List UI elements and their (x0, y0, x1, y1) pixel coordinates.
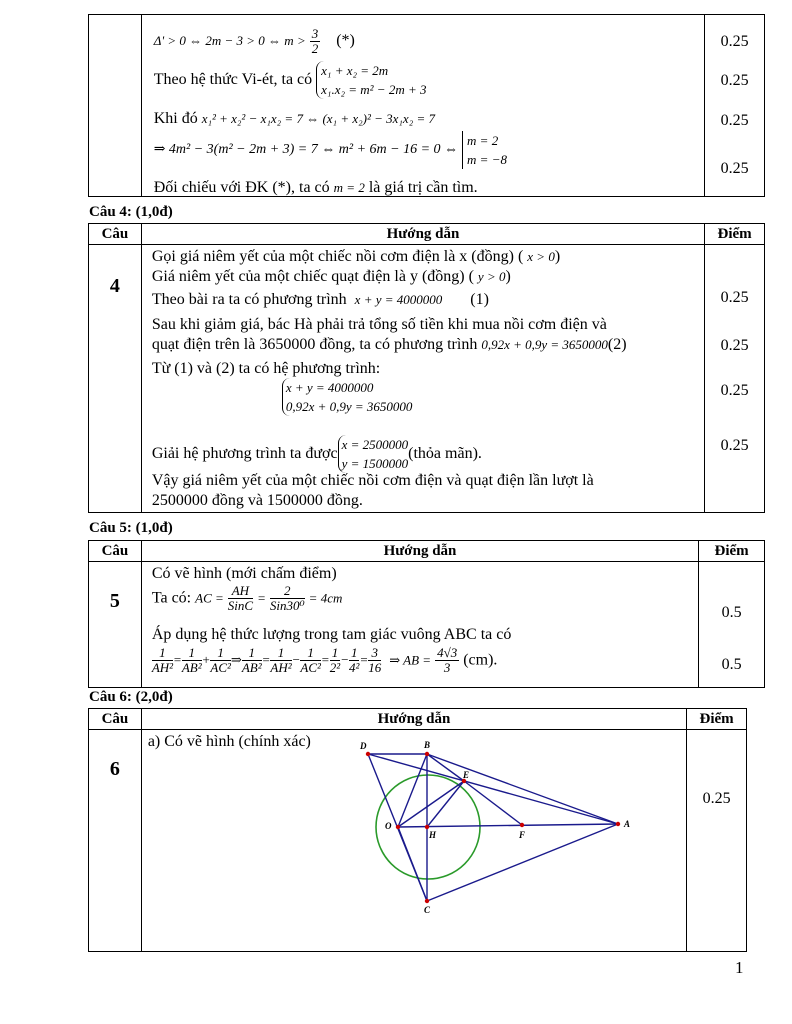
question-number: 4 (89, 245, 142, 513)
altitude-formula: $\frac{1}{\text{AH²}}$ = $\frac{1}{\text{AB²}}$ + $\frac{1}{\text{AC²}}$ ⇒ $\frac{1}{\text{AB²}}$ = $\frac{1}{\text{AH²}}$ − $\frac{1}{\text{AC²}}$ = $\frac{1}{\text{2²}}$ − $\frac{1}{\text{4²}}$ = $\frac{3}{16}$ ⇒ AB = $\frac{4√3}{3}$ (cm). (151, 645, 498, 675)
page-number: 1 (735, 958, 744, 977)
point-b (425, 752, 429, 756)
score-cell: 0.5 0.5 (699, 562, 765, 688)
point-a (616, 822, 620, 826)
line-oa (398, 824, 618, 827)
table-q4 (88, 223, 765, 513)
table-q6: Câu Hướng dẫn Điểm 6 a) Có vẽ hình (chính xác) D B E O H F A C 0.25 (88, 708, 747, 952)
delta-line: Δ' > 0 ⇔ 2m − 3 > 0 ⇔ m > $\frac{3}{2}$ (*) (153, 26, 355, 56)
table-q5: Câu Hướng dẫn Điểm 5 Có vẽ hình (mới chấm điểm) Ta có: AC = $\frac{AH}{\text{SinC}}$ = $\frac{2}{\text{Sin30⁰}}$ = 4cm Áp dụng hệ thức lượng trong tam giác vuông ABC ta có $\frac{1}{\text{AH²}}$ = $\frac{1}{\text{AB²}}$ + $\frac{1}{\text{AC²}}$ ⇒ $\frac{1}{\text{AB²}}$ = $\frac{1}{\text{AH²}}$ − $\frac{1}{\text{AC²}}$ = $\frac{1}{\text{2²}}$ − $\frac{1}{\text{4²}}$ = $\frac{3}{16}$ ⇒ AB = $\frac{4√3}{3}$ (cm). 0.5 0.5 (88, 540, 765, 688)
guide-cell: Có vẽ hình (mới chấm điểm) Ta có: AC = $\frac{AH}{\text{SinC}}$ = $\frac{2}{\text{Sin30⁰}}$ = 4cm Áp dụng hệ thức lượng trong tam giác vuông ABC ta có $\frac{1}{\text{AH²}}$ = $\frac{1}{\text{AB²}}$ + $\frac{1}{\text{AC²}}$ ⇒ $\frac{1}{\text{AB²}}$ = $\frac{1}{\text{AH²}}$ − $\frac{1}{\text{AC²}}$ = $\frac{1}{\text{2²}}$ − $\frac{1}{\text{4²}}$ = $\frac{3}{16}$ ⇒ AB = $\frac{4√3}{3}$ (cm). (141, 562, 698, 688)
label-b: B (423, 740, 430, 750)
geometry-figure (307, 740, 647, 940)
label-c: C (423, 905, 430, 915)
point-d (366, 752, 370, 756)
line-eo (398, 781, 464, 827)
conclusion-line: Đối chiếu với ĐK (*), ta có m = 2 là giá trị cần tìm. (153, 179, 478, 196)
label-f: F (518, 830, 525, 840)
line-eh (427, 781, 464, 827)
label-e: E (462, 770, 469, 780)
line-ba (427, 754, 618, 824)
q5-heading: Câu 5: (1,0đ) (89, 520, 173, 536)
line-da (368, 754, 618, 824)
label-d: D (359, 741, 367, 751)
label-h: H (428, 830, 436, 840)
question-number: 5 (89, 562, 142, 688)
khido-line: Khi đó x₁² + x₂² − x₁x₂ = 7 ⇔ (x₁ + x₂)² − 3x₁x₂ = 7 (153, 110, 435, 127)
score-cell: 0.25 0.25 0.25 0.25 (705, 245, 765, 513)
label-a: A (623, 819, 630, 829)
label-o: O (384, 821, 392, 831)
viet-line: Theo hệ thức Vi-ét, ta có x₁ + x₂ = 2m x₁.x₂ = m² − 2m + 3 (153, 63, 427, 97)
guide-cell (141, 15, 705, 197)
col-cau: Câu (89, 224, 142, 245)
question-number: 6 (89, 730, 142, 952)
table-q3-continued (88, 14, 765, 197)
equation-line: ⇒ 4m² − 3(m² − 2m + 3) = 7 ⇔ m² + 6m − 16 = 0 ⇔ m = 2 m = −8 (153, 133, 507, 167)
point-c (425, 899, 429, 903)
col-diem: Điểm (705, 224, 765, 245)
score-cell: 0.25 0.25 0.25 0.25 (705, 15, 765, 197)
guide-cell: Gọi giá niêm yết của một chiếc nồi cơm điện là x (đồng) ( x > 0) Giá niêm yết của một chiếc quạt điện là y (đồng) ( y > 0) Theo bài ra ta có phương trình x + y = 4000000 (1) Sau khi giảm giá, bác Hà phải trả tổng số tiền khi mua nồi cơm điện và quạt điện trên là 3650000 đồng, ta có phương trình 0,92x + 0,9y = 3650000(2) Từ (1) và (2) ta có hệ phương trình: x + y = 4000000 0,92x + 0,9y = 3650000 Giải hệ phương trình ta được x = 2500000 y = 1500000 (thỏa mãn). Vậy giá niêm yết của một chiếc nồi cơm điện và quạt điện lần lượt là 2500000 đồng và 1500000 đồng. (141, 245, 704, 513)
q6-heading: Câu 6: (2,0đ) (89, 689, 173, 705)
score-cell: 0.25 (687, 730, 747, 952)
guide-cell: a) Có vẽ hình (chính xác) D B E O H F A C (141, 730, 686, 952)
q4-heading: Câu 4: (1,0đ) (89, 204, 173, 220)
point-o (396, 825, 400, 829)
col-huongdan: Hướng dẫn (141, 224, 704, 245)
line-ef (464, 781, 522, 825)
point-h (425, 825, 429, 829)
cau-cell (89, 15, 142, 197)
point-f (520, 823, 524, 827)
line-be (427, 754, 464, 781)
